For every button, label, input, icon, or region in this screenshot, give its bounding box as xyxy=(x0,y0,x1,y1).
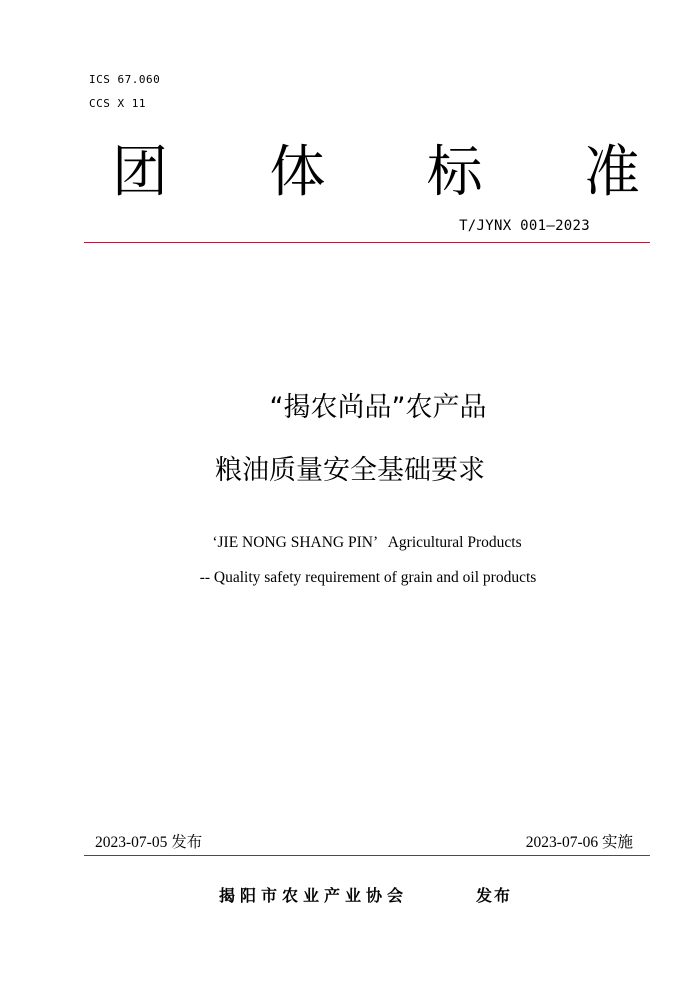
ics-code: ICS 67.060 xyxy=(89,73,161,86)
publisher-action: 发布 xyxy=(476,886,513,905)
standard-type-char: 标 xyxy=(426,140,483,205)
implement-date: 2023-07-06 实施 xyxy=(525,834,633,851)
standard-type-char: 体 xyxy=(269,140,326,205)
top-divider xyxy=(84,242,650,243)
issue-date: 2023-07-05 发布 xyxy=(95,834,203,851)
publisher-name: 揭阳市农业产业协会 xyxy=(219,886,409,905)
standard-type-title xyxy=(112,138,640,208)
standard-type-char: 团 xyxy=(112,140,168,205)
bottom-divider xyxy=(84,855,650,856)
ccs-code: CCS X 11 xyxy=(89,97,146,110)
standard-number: T/JYNX 001—2023 xyxy=(459,218,590,234)
title-cn-line2: 粮油质量安全基础要求 xyxy=(215,455,485,486)
title-cn-line1: “揭农尚品”农产品 xyxy=(269,392,487,423)
title-en-line2: -- Quality safety requirement of grain and oil products xyxy=(199,569,537,586)
standard-type-char: 准 xyxy=(583,140,640,205)
title-en-line1: ‘JIE NONG SHANG PIN’ Agricultural Products xyxy=(212,534,522,551)
